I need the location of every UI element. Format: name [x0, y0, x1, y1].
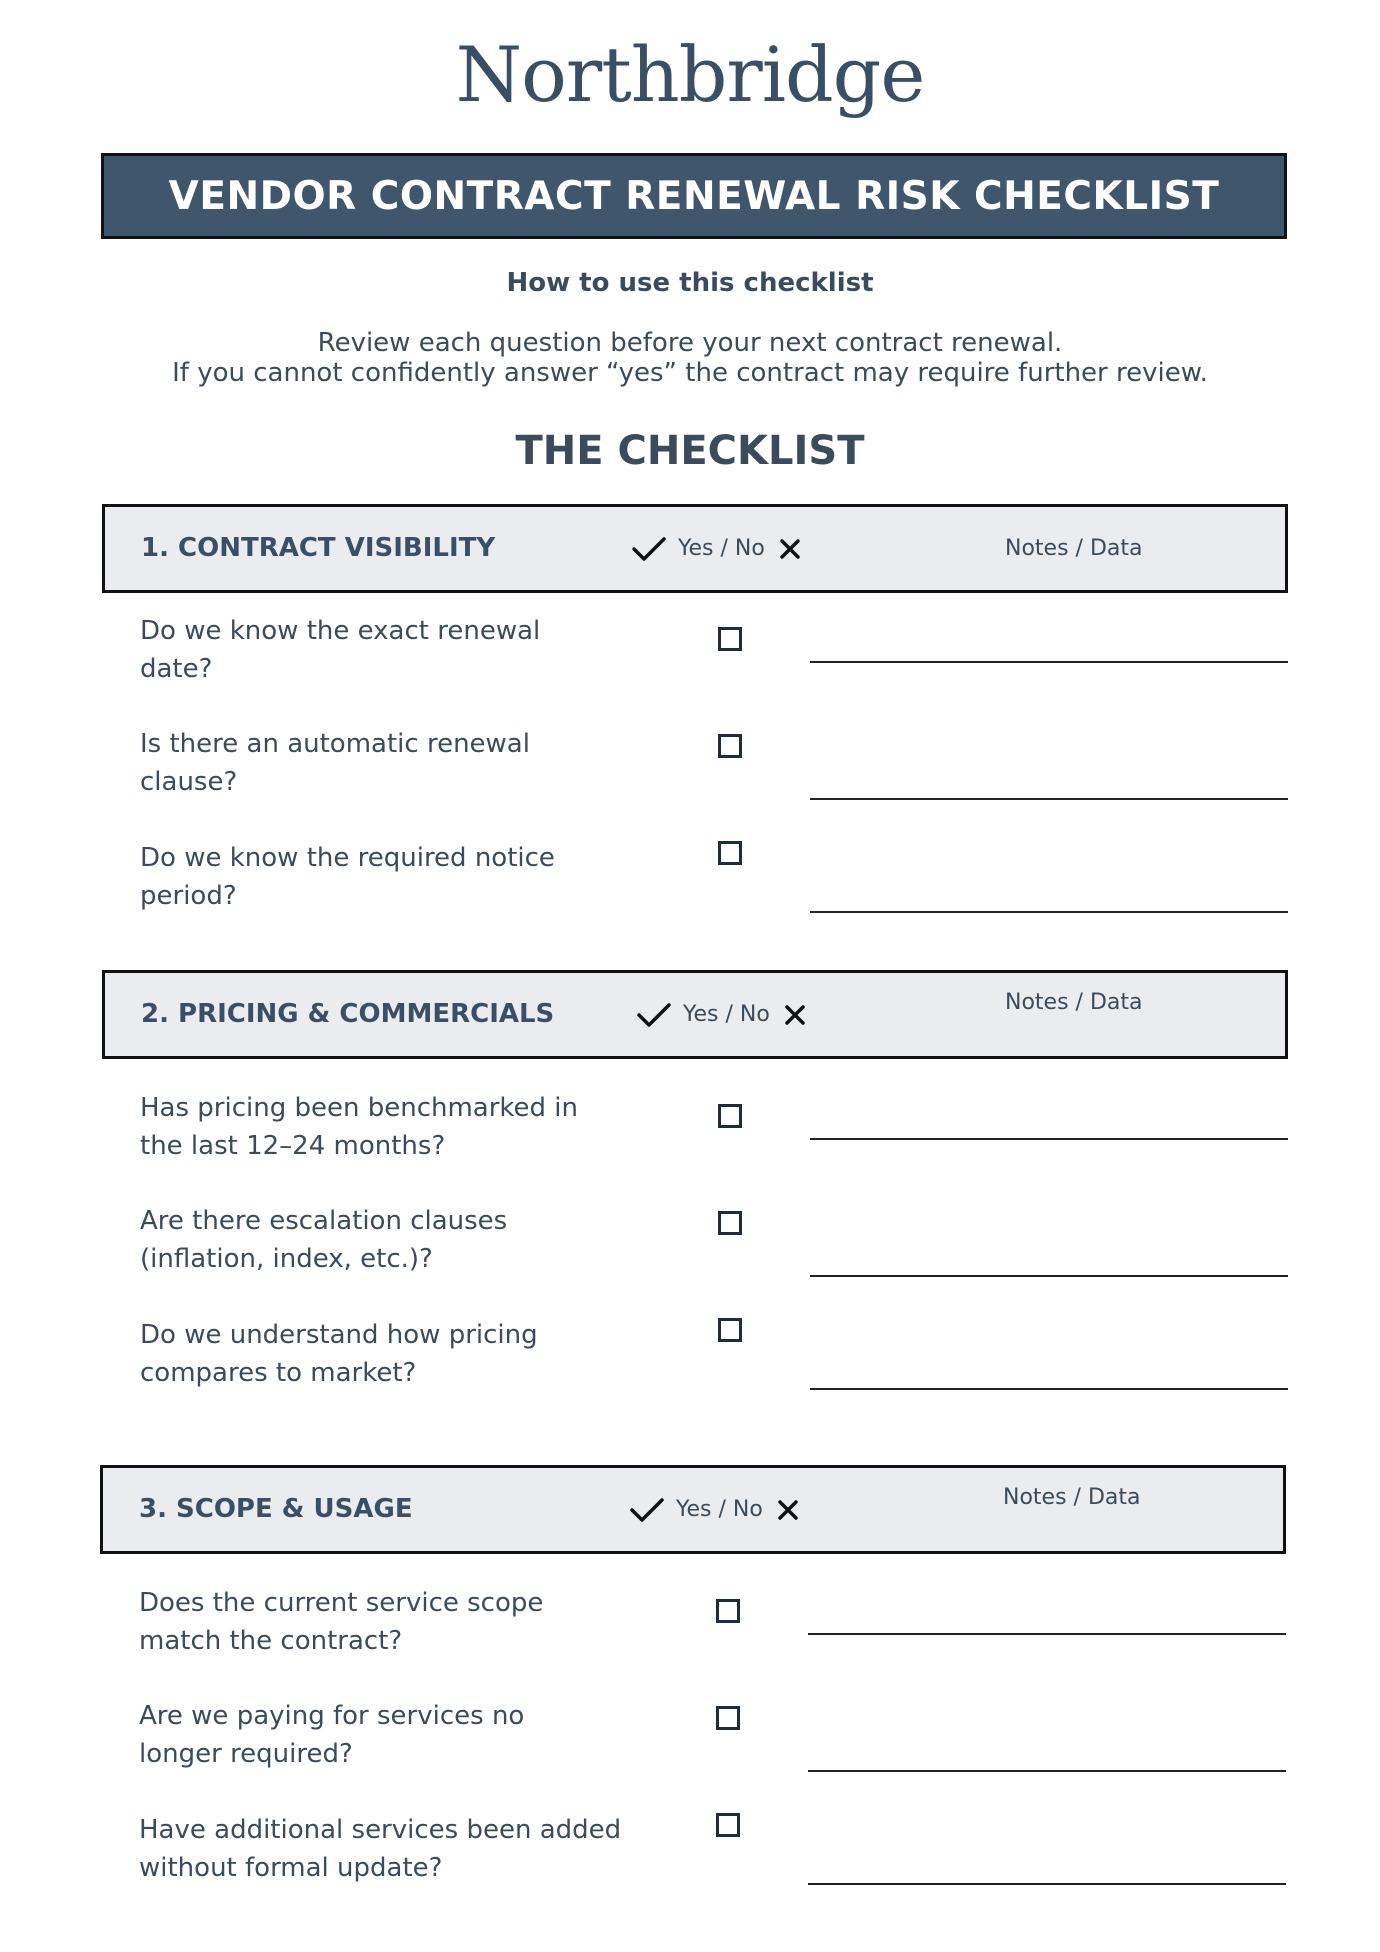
checklist-title: THE CHECKLIST: [515, 428, 865, 474]
section-title: 1. CONTRACT VISIBILITY: [141, 533, 496, 563]
notes-line[interactable]: [810, 661, 1288, 663]
notes-line[interactable]: [808, 1633, 1286, 1635]
section-title: 3. SCOPE & USAGE: [139, 1494, 413, 1524]
section-header: [100, 1465, 1286, 1554]
question: [140, 1316, 660, 1392]
question: [140, 1202, 660, 1278]
answer-checkbox[interactable]: [718, 1211, 742, 1235]
instruction-line: If you cannot confidently answer “yes” the contract may require further review.: [172, 358, 1208, 388]
answer-checkbox[interactable]: [718, 627, 742, 651]
answer-checkbox[interactable]: [716, 1706, 740, 1730]
notes-line[interactable]: [808, 1883, 1286, 1885]
question: [139, 1697, 659, 1773]
notes-line[interactable]: [810, 798, 1288, 800]
question: [139, 1584, 659, 1660]
yes-no-header: [632, 507, 801, 590]
question-line: Do we know the exact renewal: [140, 616, 541, 646]
yes-no-header: [637, 973, 806, 1056]
x-icon: [784, 1004, 806, 1026]
yes-no-header: [630, 1468, 799, 1551]
question: [140, 1089, 660, 1165]
question-line: Have additional services been added: [139, 1815, 622, 1845]
answer-checkbox[interactable]: [718, 1318, 742, 1342]
x-icon: [779, 538, 801, 560]
question: [140, 725, 660, 801]
banner-title: VENDOR CONTRACT RENEWAL RISK CHECKLIST: [168, 173, 1220, 219]
question: [140, 839, 660, 915]
title-banner: [101, 153, 1287, 239]
question-line: clause?: [140, 767, 238, 797]
question: [139, 1811, 659, 1887]
question-line: Do we understand how pricing: [140, 1320, 538, 1350]
check-icon: [630, 1497, 664, 1523]
answer-checkbox[interactable]: [718, 1104, 742, 1128]
notes-line[interactable]: [810, 1138, 1288, 1140]
yes-no-label: Yes / No: [676, 1497, 763, 1522]
question-line: Are we paying for services no: [139, 1701, 525, 1731]
notes-label: Notes / Data: [1005, 536, 1143, 561]
notes-label: Notes / Data: [1005, 990, 1143, 1015]
question-line: Are there escalation clauses: [140, 1206, 508, 1236]
yes-no-label: Yes / No: [678, 536, 765, 561]
question-line: longer required?: [139, 1739, 353, 1769]
answer-checkbox[interactable]: [716, 1813, 740, 1837]
question-line: without formal update?: [139, 1853, 443, 1883]
section-title: 2. PRICING & COMMERCIALS: [141, 999, 555, 1029]
question-line: date?: [140, 654, 213, 684]
notes-line[interactable]: [810, 1388, 1288, 1390]
section-header: [102, 504, 1288, 593]
notes-label: Notes / Data: [1003, 1485, 1141, 1510]
check-icon: [637, 1002, 671, 1028]
how-to-heading: How to use this checklist: [506, 268, 874, 298]
question-line: Has pricing been benchmarked in: [140, 1093, 579, 1123]
instructions: [0, 328, 1380, 388]
question-line: match the contract?: [139, 1626, 403, 1656]
question-line: compares to market?: [140, 1358, 417, 1388]
question-line: Do we know the required notice: [140, 843, 555, 873]
question-line: period?: [140, 881, 237, 911]
notes-line[interactable]: [808, 1770, 1286, 1772]
notes-line[interactable]: [810, 1275, 1288, 1277]
question-line: Is there an automatic renewal: [140, 729, 530, 759]
answer-checkbox[interactable]: [716, 1599, 740, 1623]
question-line: Does the current service scope: [139, 1588, 544, 1618]
yes-no-label: Yes / No: [683, 1002, 770, 1027]
brand-logo-text: Northbridge: [455, 30, 925, 119]
answer-checkbox[interactable]: [718, 734, 742, 758]
question-line: (inflation, index, etc.)?: [140, 1244, 433, 1274]
section-header: [102, 970, 1288, 1059]
answer-checkbox[interactable]: [718, 841, 742, 865]
question-line: the last 12–24 months?: [140, 1131, 446, 1161]
notes-line[interactable]: [810, 911, 1288, 913]
x-icon: [777, 1499, 799, 1521]
instruction-line: Review each question before your next contract renewal.: [317, 328, 1063, 358]
check-icon: [632, 536, 666, 562]
question: [140, 612, 660, 688]
